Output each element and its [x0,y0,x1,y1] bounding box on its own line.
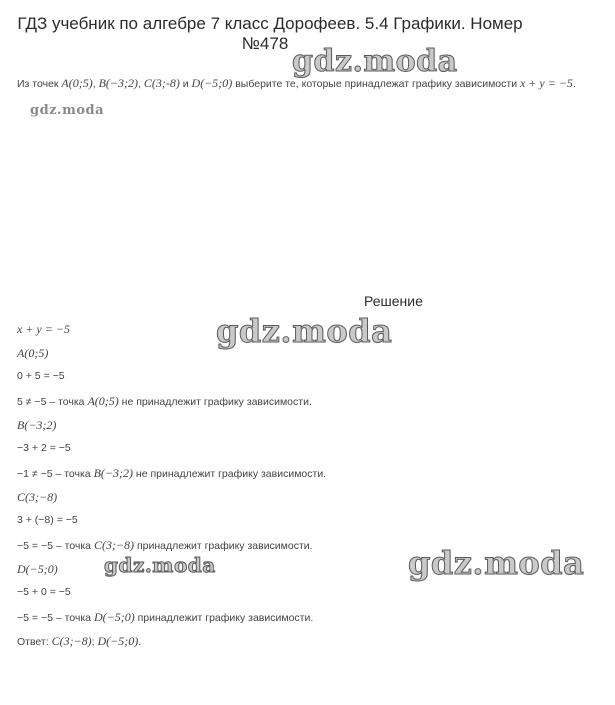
solution-heading: Решение [364,293,423,309]
point-a: A(0;5) [61,76,93,90]
solution-line: 0 + 5 = −5 [17,370,65,382]
point-b: B(−3;2) [98,76,138,90]
watermark-logo: gdz.moda [292,44,458,79]
solution-line: B(−3;2) [17,418,57,432]
point-d: D(−5;0) [191,76,233,90]
solution-line: −5 + 0 = −5 [17,586,71,598]
solution-line: −1 ≠ −5 – точка B(−3;2) не принадлежит графику зависимости. [17,466,327,480]
solution-line: D(−5;0) [17,562,58,576]
solution-line: −5 = −5 – точка D(−5;0) принадлежит графику зависимости. [17,610,314,624]
watermark-logo: gdz.moda [30,103,105,118]
answer-line: Ответ: C(3;−8); D(−5;0). [17,634,142,648]
point-c: C(3;-8) [143,76,180,90]
page-title-line1: ГДЗ учебник по алгебре 7 класс Дорофеев. 5.4 Графики. Номер [17,14,523,33]
solution-line: −3 + 2 = −5 [17,442,71,454]
solution-line: C(3;−8) [17,490,58,504]
equation: x + y = −5 [519,76,573,90]
watermark-logo: gdz.moda [104,553,216,577]
page-title-line2: №478 [241,34,289,53]
solution-line: −5 = −5 – точка C(3;−8) принадлежит графику зависимости. [17,538,313,552]
task-statement: Из точек A(0;5), B(−3;2), C(3;-8) и D(−5;0) выберите те, которые принадлежат графику зависимости x + y = −5. [17,76,576,90]
solution-line: A(0;5) [17,346,49,360]
page-title [0,14,540,54]
solution-line: 3 + (−8) = −5 [17,514,78,526]
solution-line: 5 ≠ −5 – точка A(0;5) не принадлежит графику зависимости. [17,394,312,408]
watermark-logo: gdz.moda [408,544,585,582]
solution-line: x + y = −5 [17,322,70,336]
watermark-logo: gdz.moda [216,312,393,350]
